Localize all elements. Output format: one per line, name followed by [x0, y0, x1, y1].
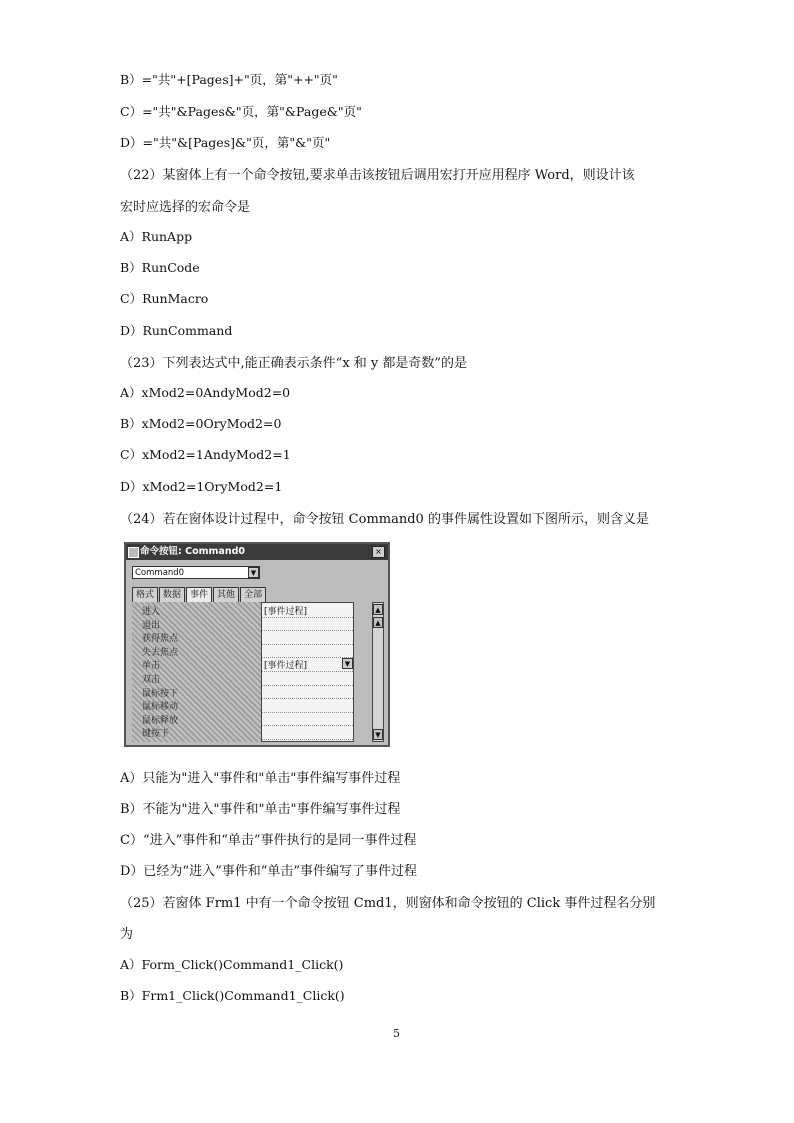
property-tab: 格式 — [132, 587, 158, 602]
property-sheet-figure — [124, 542, 390, 747]
value-row-divider — [262, 725, 353, 727]
chevron-down-icon: ▼ — [248, 567, 259, 578]
value-row-divider — [262, 698, 353, 700]
property-name: 鼠标移动 — [142, 702, 179, 713]
question-text-line: D）已经为“进入”事件和“单击”事件编写了事件过程 — [120, 864, 418, 879]
question-text-line: 宏时应选择的宏命令是 — [120, 200, 251, 215]
property-tab: 事件 — [186, 587, 212, 602]
property-tabs — [132, 587, 267, 601]
question-text-line: （23）下列表达式中,能正确表示条件“x 和 y 都是奇数”的是 — [120, 356, 468, 371]
property-name: 退出 — [142, 620, 161, 631]
property-value-column — [261, 602, 354, 742]
answer-option-line: C）="共"&Pages&"页，第"&Page&"页" — [120, 104, 362, 119]
property-name: 失去焦点 — [142, 647, 179, 658]
answer-option-line: B）xMod2=0OryMod2=0 — [120, 416, 282, 431]
scroll-up-icon: ▲ — [373, 604, 383, 615]
property-name: 获得焦点 — [142, 634, 179, 645]
property-value: [事件过程] — [264, 661, 308, 672]
value-row-divider — [262, 630, 353, 632]
object-selector: Command0 — [132, 566, 260, 579]
close-button: × — [372, 546, 385, 558]
answer-option-line: C）xMod2=1AndyMod2=1 — [120, 447, 291, 462]
answer-option-line: D）xMod2=1OryMod2=1 — [120, 479, 283, 494]
property-tab: 全部 — [240, 587, 266, 602]
question-text-line: （22）某窗体上有一个命令按钮,要求单击该按钮后调用宏打开应用程序 Word，则设计该 — [120, 168, 635, 183]
question-text-line: （25）若窗体 Frm1 中有一个命令按钮 Cmd1，则窗体和命令按钮的 Click 事件过程名分别 — [120, 896, 656, 911]
property-tab: 数据 — [159, 587, 185, 602]
answer-option-line: B）="共"+[Pages]+"页，第"++"页" — [120, 72, 338, 87]
property-name: 键按下 — [142, 729, 170, 740]
answer-option-line: B）RunCode — [120, 260, 200, 275]
property-name: 双击 — [142, 675, 161, 685]
question-text-line: C）“进入”事件和“单击”事件执行的是同一事件过程 — [120, 833, 417, 848]
property-value: [事件过程] — [264, 607, 308, 617]
value-row-divider — [262, 712, 353, 714]
answer-option-line: C）RunMacro — [120, 291, 209, 306]
question-text-line: 为 — [120, 927, 134, 942]
question-text-line: （24）若在窗体设计过程中，命令按钮 Command0 的事件属性设置如下图所示，则含义是 — [120, 512, 649, 527]
question-text-line: B）不能为"进入"事件和"单击"事件编写事件过程 — [120, 802, 401, 817]
value-row-divider — [262, 739, 353, 741]
property-sheet-titlebar — [126, 544, 388, 560]
property-name: 单击 — [142, 661, 161, 672]
property-name: 鼠标按下 — [142, 688, 179, 699]
value-row-divider — [262, 644, 353, 646]
property-sheet-title: 命令按钮: Command0 — [140, 546, 245, 557]
answer-option-line: D）RunCommand — [120, 323, 233, 338]
window-menu-icon — [128, 547, 139, 558]
question-text-line: A）只能为"进入"事件和"单击"事件编写事件过程 — [120, 771, 401, 786]
value-row-divider — [262, 685, 353, 687]
answer-option-line: A）RunApp — [120, 229, 193, 244]
answer-option-line: B）Frm1_Click()Command1_Click() — [120, 988, 345, 1003]
property-name: 鼠标释放 — [142, 715, 179, 726]
chevron-down-icon: ▼ — [342, 658, 353, 669]
property-name-column — [132, 602, 262, 742]
answer-option-line: D）="共"&[Pages]&"页，第"&"页" — [120, 135, 331, 150]
answer-option-line: A）Form_Click()Command1_Click() — [120, 957, 344, 972]
answer-option-line: A）xMod2=0AndyMod2=0 — [120, 385, 291, 400]
property-tab: 其他 — [213, 587, 239, 602]
scroll-up-icon: ▲ — [373, 617, 383, 628]
property-name: 进入 — [142, 607, 161, 617]
scroll-down-icon: ▼ — [373, 729, 383, 740]
property-scrollbar — [372, 602, 384, 742]
page-number: 5 — [393, 1027, 400, 1040]
